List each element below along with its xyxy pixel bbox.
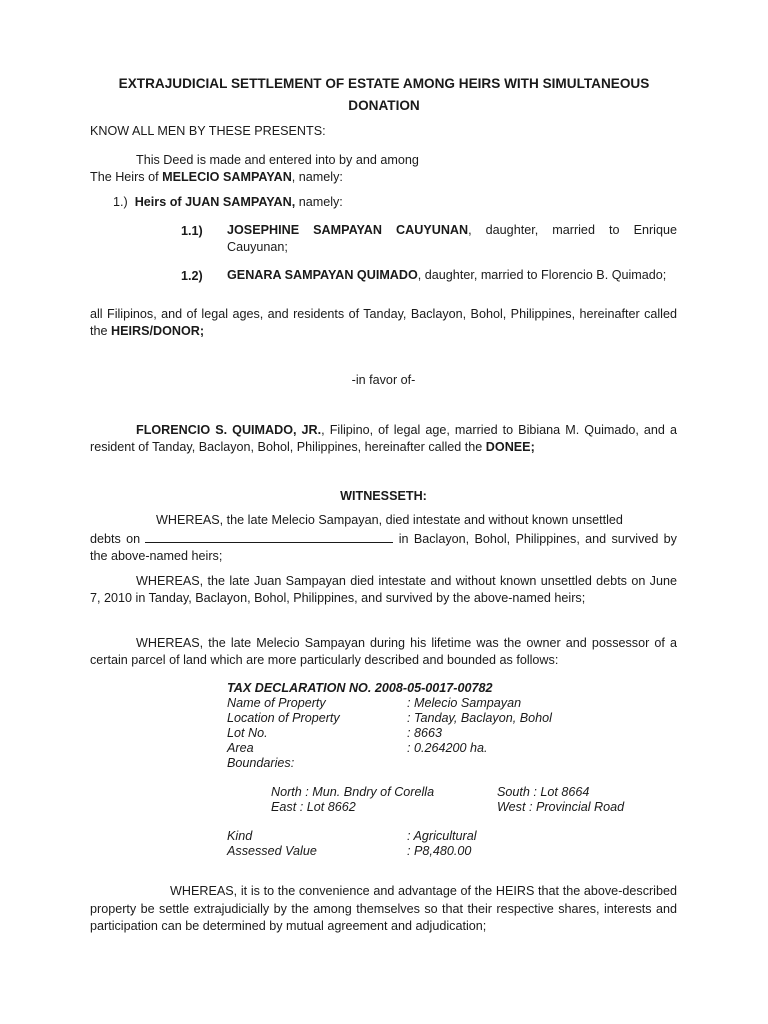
kind-label: Kind xyxy=(227,829,253,843)
property-label: Location of Property xyxy=(227,711,340,725)
property-value: : Tanday, Baclayon, Bohol xyxy=(407,711,552,725)
heirs-description: all Filipinos, and of legal ages, and residents of Tanday, Baclayon, Bohol, Philippines, hereinafter called the HEIRS/DONOR; xyxy=(90,307,677,338)
title-line-2: DONATION xyxy=(348,98,420,113)
boundary-north: North : Mun. Bndry of Corella xyxy=(271,785,435,799)
intro-line-a: This Deed is made and entered into by and among xyxy=(136,153,419,167)
assessed-label: Assessed Value xyxy=(227,844,317,858)
boundary-south: South : Lot 8664 xyxy=(497,785,590,799)
whereas-3: WHEREAS, the late Melecio Sampayan during his lifetime was the owner and possessor of a certain parcel of land which are more particularly described and bounded as follows: xyxy=(90,636,677,667)
melecio-name: MELECIO SAMPAYAN xyxy=(162,170,292,184)
in-favor-of: -in favor of- xyxy=(351,373,416,387)
tax-declaration: TAX DECLARATION NO. 2008-05-0017-00782 xyxy=(227,681,493,695)
juan-name: JUAN SAMPAYAN, xyxy=(185,195,296,209)
boundaries-label: Boundaries: xyxy=(227,756,295,770)
whereas-2: WHEREAS, the late Juan Sampayan died intestate and without known unsettled debts on June 7, 2010 in Tanday, Baclayon, Bohol, Philippines, and survived by the above-named heirs; xyxy=(90,574,677,605)
item-2-text: GENARA SAMPAYAN QUIMADO, daughter, married to Florencio B. Quimado; xyxy=(227,268,667,282)
know-all-heading: KNOW ALL MEN BY THESE PRESENTS: xyxy=(90,124,326,138)
property-value: : 0.264200 ha. xyxy=(407,741,488,755)
title-line-1: EXTRAJUDICIAL SETTLEMENT OF ESTATE AMONG HEIRS WITH SIMULTANEOUS xyxy=(118,76,650,91)
whereas-1: WHEREAS, the late Melecio Sampayan, died intestate and without known unsettled debts on in Baclayon, Bohol, Philippines, and survived by the above-named heirs; xyxy=(90,513,677,563)
death-date-blank xyxy=(145,529,393,543)
heirs-line: 1.) Heirs of JUAN SAMPAYAN, namely: xyxy=(113,195,343,209)
property-value: : 8663 xyxy=(407,726,443,740)
kind-value: : Agricultural xyxy=(407,829,477,843)
boundary-east: East : Lot 8662 xyxy=(271,800,356,814)
assessed-value: : P8,480.00 xyxy=(407,844,472,858)
item-2-number: 1.2) xyxy=(181,269,203,283)
donee-paragraph: FLORENCIO S. QUIMADO, JR., Filipino, of legal age, married to Bibiana M. Quimado, and a resident of Tanday, Baclayon, Bohol, Philippines, hereinafter called the DONEE; xyxy=(90,423,677,454)
whereas-4: WHEREAS, it is to the convenience and advantage of the HEIRS that the above-described property be settle extrajudicially by the among themselves so that their respective shares, interests and participation can be determined by mutual agreement and adjudication; xyxy=(90,884,677,933)
property-label: Name of Property xyxy=(227,696,326,710)
property-label: Area xyxy=(227,741,254,755)
property-value: : Melecio Sampayan xyxy=(407,696,522,710)
intro-line-b: The Heirs of MELECIO SAMPAYAN, namely: xyxy=(90,170,343,184)
document-title xyxy=(90,73,678,117)
boundary-west: West : Provincial Road xyxy=(497,800,625,814)
item-1-text: JOSEPHINE SAMPAYAN CAUYUNAN, daughter, married to Enrique Cauyunan; xyxy=(227,223,677,254)
witnesseth-heading: WITNESSETH: xyxy=(340,489,427,503)
item-1-number: 1.1) xyxy=(181,224,203,238)
property-label: Lot No. xyxy=(227,726,268,740)
